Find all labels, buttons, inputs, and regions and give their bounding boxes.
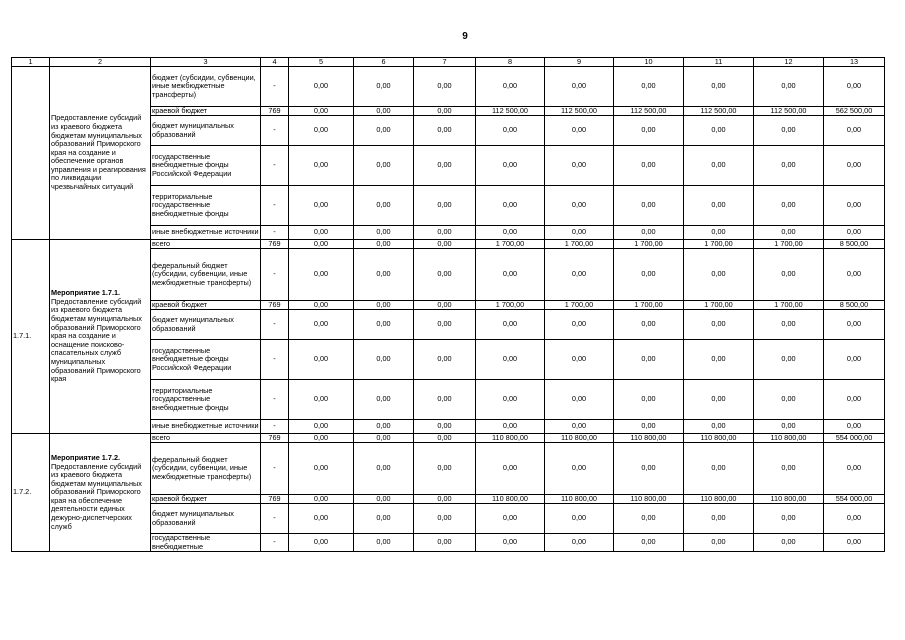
value-cell: 0,00 (414, 116, 476, 146)
item-title: Мероприятие 1.7.2. (51, 452, 121, 462)
code-cell: - (261, 504, 289, 534)
value-cell: 0,00 (754, 340, 824, 380)
funding-source-cell: бюджет муниципальных образований (151, 310, 261, 340)
value-cell: 0,00 (354, 67, 414, 107)
value-cell: 0,00 (476, 249, 545, 301)
value-cell: 0,00 (354, 534, 414, 552)
value-cell: 0,00 (824, 420, 885, 434)
value-cell: 0,00 (289, 380, 354, 420)
value-cell: 0,00 (414, 146, 476, 186)
value-cell: 0,00 (354, 116, 414, 146)
item-number-cell: 1.7.1. (12, 240, 50, 434)
value-cell: 0,00 (354, 340, 414, 380)
value-cell: 1 700,00 (754, 301, 824, 310)
table-row (12, 434, 885, 443)
code-cell: 769 (261, 301, 289, 310)
value-cell: 0,00 (614, 67, 684, 107)
value-cell: 0,00 (754, 310, 824, 340)
item-number-cell: 1.7.2. (12, 434, 50, 552)
value-cell: 0,00 (545, 420, 614, 434)
value-cell: 0,00 (289, 249, 354, 301)
value-cell: 0,00 (289, 434, 354, 443)
value-cell: 110 800,00 (476, 495, 545, 504)
value-cell: 8 500,00 (824, 240, 885, 249)
value-cell: 554 000,00 (824, 495, 885, 504)
value-cell: 0,00 (476, 443, 545, 495)
value-cell: 0,00 (414, 340, 476, 380)
value-cell: 0,00 (684, 186, 754, 226)
column-number: 12 (754, 58, 824, 67)
value-cell: 0,00 (684, 226, 754, 240)
item-number-cell (12, 67, 50, 240)
value-cell: 0,00 (824, 380, 885, 420)
value-cell: 0,00 (545, 67, 614, 107)
value-cell: 0,00 (684, 504, 754, 534)
value-cell: 0,00 (476, 420, 545, 434)
value-cell: 0,00 (354, 495, 414, 504)
value-cell: 0,00 (476, 310, 545, 340)
value-cell: 1 700,00 (545, 240, 614, 249)
value-cell: 0,00 (754, 420, 824, 434)
value-cell: 0,00 (754, 249, 824, 301)
code-cell: 769 (261, 495, 289, 504)
value-cell: 0,00 (684, 420, 754, 434)
item-title: Мероприятие 1.7.1. (51, 288, 121, 298)
budget-table (11, 57, 885, 552)
value-cell: 1 700,00 (754, 240, 824, 249)
funding-source-cell: государственные внебюджетные (151, 534, 261, 552)
value-cell: 110 800,00 (684, 434, 754, 443)
value-cell: 0,00 (476, 504, 545, 534)
value-cell: 112 500,00 (614, 107, 684, 116)
value-cell: 1 700,00 (476, 240, 545, 249)
code-cell: - (261, 380, 289, 420)
value-cell: 0,00 (414, 226, 476, 240)
value-cell: 0,00 (354, 107, 414, 116)
funding-source-cell: иные внебюджетные источники (151, 420, 261, 434)
value-cell: 112 500,00 (476, 107, 545, 116)
value-cell: 0,00 (684, 249, 754, 301)
value-cell: 0,00 (289, 67, 354, 107)
column-number: 1 (12, 58, 50, 67)
value-cell: 0,00 (476, 116, 545, 146)
column-number: 4 (261, 58, 289, 67)
value-cell: 0,00 (614, 340, 684, 380)
value-cell: 0,00 (824, 186, 885, 226)
value-cell: 0,00 (289, 534, 354, 552)
value-cell: 0,00 (614, 116, 684, 146)
value-cell: 0,00 (614, 504, 684, 534)
value-cell: 0,00 (414, 186, 476, 226)
column-number: 7 (414, 58, 476, 67)
value-cell: 0,00 (289, 186, 354, 226)
value-cell: 112 500,00 (684, 107, 754, 116)
value-cell: 0,00 (614, 443, 684, 495)
value-cell: 0,00 (414, 434, 476, 443)
funding-source-cell: краевой бюджет (151, 301, 261, 310)
item-description: Предоставление субсидий из краевого бюджета бюджетам муниципальных образований Приморского края на создание и оснащение поисково-спасательных служб муниципальных образований Приморского края (51, 296, 142, 384)
value-cell: 1 700,00 (684, 301, 754, 310)
value-cell: 0,00 (476, 146, 545, 186)
code-cell: - (261, 249, 289, 301)
value-cell: 0,00 (289, 420, 354, 434)
value-cell: 1 700,00 (545, 301, 614, 310)
item-name-cell (50, 67, 151, 240)
code-cell: - (261, 67, 289, 107)
value-cell: 0,00 (354, 443, 414, 495)
value-cell: 0,00 (414, 67, 476, 107)
value-cell: 0,00 (289, 504, 354, 534)
value-cell: 0,00 (414, 495, 476, 504)
code-cell: - (261, 340, 289, 380)
value-cell: 0,00 (614, 420, 684, 434)
value-cell: 0,00 (754, 534, 824, 552)
value-cell: 0,00 (476, 226, 545, 240)
value-cell: 0,00 (289, 301, 354, 310)
value-cell: 0,00 (289, 226, 354, 240)
column-number: 10 (614, 58, 684, 67)
value-cell: 110 800,00 (476, 434, 545, 443)
value-cell: 0,00 (614, 380, 684, 420)
funding-source-cell: государственные внебюджетные фонды Российской Федерации (151, 146, 261, 186)
value-cell: 0,00 (614, 249, 684, 301)
value-cell: 0,00 (545, 249, 614, 301)
funding-source-cell: иные внебюджетные источники (151, 226, 261, 240)
value-cell: 0,00 (476, 534, 545, 552)
funding-source-cell: бюджет муниципальных образований (151, 116, 261, 146)
value-cell: 0,00 (476, 380, 545, 420)
value-cell: 0,00 (684, 116, 754, 146)
value-cell: 0,00 (545, 534, 614, 552)
value-cell: 0,00 (354, 186, 414, 226)
value-cell: 0,00 (614, 534, 684, 552)
value-cell: 0,00 (684, 380, 754, 420)
funding-source-cell: федеральный бюджет (субсидии, субвенции, иные межбюджетные трансферты) (151, 249, 261, 301)
value-cell: 0,00 (414, 420, 476, 434)
item-description: Предоставление субсидий из краевого бюджета бюджетам муниципальных образований Приморского края на создание и обеспечение органов управления и реагирования по ликвидации чрезвычайных ситуаций (51, 113, 146, 192)
value-cell: 0,00 (289, 340, 354, 380)
value-cell: 0,00 (289, 107, 354, 116)
value-cell: 0,00 (754, 116, 824, 146)
column-number: 3 (151, 58, 261, 67)
value-cell: 0,00 (414, 504, 476, 534)
value-cell: 0,00 (354, 420, 414, 434)
value-cell: 1 700,00 (614, 301, 684, 310)
value-cell: 110 800,00 (754, 434, 824, 443)
value-cell: 0,00 (414, 301, 476, 310)
column-number: 11 (684, 58, 754, 67)
code-cell: - (261, 186, 289, 226)
value-cell: 0,00 (824, 340, 885, 380)
value-cell: 0,00 (614, 146, 684, 186)
value-cell: 0,00 (754, 186, 824, 226)
value-cell: 554 000,00 (824, 434, 885, 443)
value-cell: 0,00 (354, 249, 414, 301)
value-cell: 0,00 (614, 186, 684, 226)
value-cell: 0,00 (824, 443, 885, 495)
value-cell: 0,00 (289, 240, 354, 249)
value-cell: 0,00 (824, 310, 885, 340)
value-cell: 0,00 (754, 443, 824, 495)
value-cell: 0,00 (354, 504, 414, 534)
value-cell: 0,00 (684, 146, 754, 186)
funding-source-cell: всего (151, 434, 261, 443)
column-number: 2 (50, 58, 151, 67)
value-cell: 0,00 (476, 340, 545, 380)
value-cell: 0,00 (289, 116, 354, 146)
item-name-cell (50, 240, 151, 434)
value-cell: 0,00 (684, 310, 754, 340)
code-cell: 769 (261, 434, 289, 443)
value-cell: 8 500,00 (824, 301, 885, 310)
value-cell: 110 800,00 (614, 434, 684, 443)
value-cell: 1 700,00 (614, 240, 684, 249)
value-cell: 0,00 (476, 186, 545, 226)
value-cell: 0,00 (824, 67, 885, 107)
funding-source-cell: краевой бюджет (151, 495, 261, 504)
code-cell: - (261, 420, 289, 434)
value-cell: 0,00 (414, 310, 476, 340)
value-cell: 0,00 (354, 226, 414, 240)
table-row (12, 67, 885, 107)
value-cell: 0,00 (684, 443, 754, 495)
value-cell: 0,00 (354, 301, 414, 310)
value-cell: 0,00 (354, 310, 414, 340)
funding-source-cell: территориальные государственные внебюджетные фонды (151, 186, 261, 226)
value-cell: 0,00 (614, 310, 684, 340)
value-cell: 0,00 (289, 310, 354, 340)
value-cell: 112 500,00 (545, 107, 614, 116)
value-cell: 0,00 (824, 226, 885, 240)
value-cell: 0,00 (545, 226, 614, 240)
column-number: 6 (354, 58, 414, 67)
value-cell: 0,00 (545, 443, 614, 495)
value-cell: 0,00 (414, 249, 476, 301)
value-cell: 0,00 (289, 146, 354, 186)
value-cell: 0,00 (614, 226, 684, 240)
value-cell: 0,00 (414, 443, 476, 495)
code-cell: - (261, 146, 289, 186)
value-cell: 110 800,00 (754, 495, 824, 504)
column-number: 9 (545, 58, 614, 67)
code-cell: - (261, 534, 289, 552)
value-cell: 0,00 (545, 504, 614, 534)
value-cell: 0,00 (289, 495, 354, 504)
value-cell: 110 800,00 (545, 434, 614, 443)
value-cell: 0,00 (754, 504, 824, 534)
value-cell: 0,00 (545, 310, 614, 340)
code-cell: 769 (261, 107, 289, 116)
value-cell: 0,00 (824, 534, 885, 552)
value-cell: 0,00 (684, 67, 754, 107)
funding-source-cell: территориальные государственные внебюджетные фонды (151, 380, 261, 420)
column-number: 13 (824, 58, 885, 67)
value-cell: 0,00 (289, 443, 354, 495)
value-cell: 0,00 (414, 240, 476, 249)
code-cell: - (261, 443, 289, 495)
value-cell: 110 800,00 (545, 495, 614, 504)
column-number: 8 (476, 58, 545, 67)
value-cell: 0,00 (754, 67, 824, 107)
column-number: 5 (289, 58, 354, 67)
value-cell: 0,00 (545, 340, 614, 380)
value-cell: 0,00 (545, 186, 614, 226)
code-cell: 769 (261, 240, 289, 249)
value-cell: 110 800,00 (684, 495, 754, 504)
funding-source-cell: государственные внебюджетные фонды Российской Федерации (151, 340, 261, 380)
value-cell: 0,00 (824, 146, 885, 186)
code-cell: - (261, 226, 289, 240)
value-cell: 0,00 (354, 240, 414, 249)
item-description: Предоставление субсидий из краевого бюджета бюджетам муниципальных образований Приморского края на обеспечение деятельности единых дежурно-диспетчерских служб (51, 461, 142, 531)
funding-source-cell: краевой бюджет (151, 107, 261, 116)
item-name-cell (50, 434, 151, 552)
value-cell: 0,00 (414, 107, 476, 116)
page-number: 9 (462, 31, 468, 42)
value-cell: 0,00 (754, 146, 824, 186)
table-row (12, 240, 885, 249)
value-cell: 0,00 (354, 434, 414, 443)
funding-source-cell: бюджет муниципальных образований (151, 504, 261, 534)
value-cell: 1 700,00 (684, 240, 754, 249)
value-cell: 0,00 (824, 116, 885, 146)
value-cell: 1 700,00 (476, 301, 545, 310)
value-cell: 0,00 (754, 226, 824, 240)
value-cell: 0,00 (545, 116, 614, 146)
value-cell: 0,00 (545, 380, 614, 420)
code-cell: - (261, 310, 289, 340)
value-cell: 0,00 (414, 534, 476, 552)
value-cell: 110 800,00 (614, 495, 684, 504)
value-cell: 0,00 (684, 534, 754, 552)
value-cell: 0,00 (824, 249, 885, 301)
value-cell: 0,00 (545, 146, 614, 186)
funding-source-cell: всего (151, 240, 261, 249)
funding-source-cell: бюджет (субсидии, субвенции, иные межбюджетные трансферты) (151, 67, 261, 107)
value-cell: 0,00 (414, 380, 476, 420)
column-number-row (12, 58, 885, 67)
value-cell: 0,00 (476, 67, 545, 107)
value-cell: 0,00 (684, 340, 754, 380)
code-cell: - (261, 116, 289, 146)
value-cell: 0,00 (824, 504, 885, 534)
value-cell: 0,00 (354, 146, 414, 186)
value-cell: 0,00 (754, 380, 824, 420)
value-cell: 0,00 (354, 380, 414, 420)
value-cell: 562 500,00 (824, 107, 885, 116)
funding-source-cell: федеральный бюджет (субсидии, субвенции, иные межбюджетные трансферты) (151, 443, 261, 495)
value-cell: 112 500,00 (754, 107, 824, 116)
